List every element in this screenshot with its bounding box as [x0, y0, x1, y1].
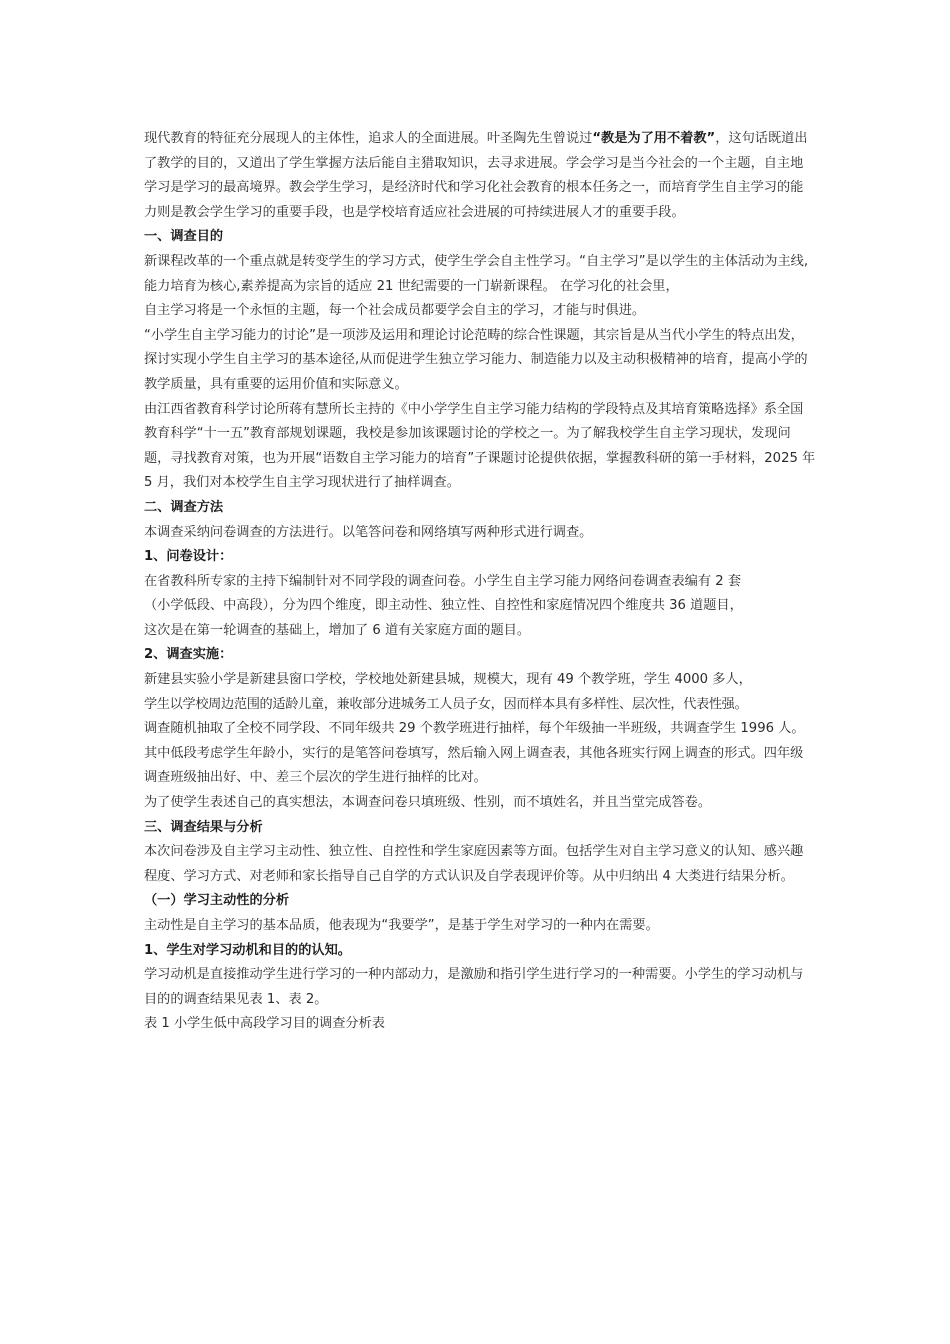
purpose-paragraph-3: “小学生自主学习能力的讨论”是一项涉及运用和理论讨论范畴的综合性课题，其宗旨是从当代小学生的特点出发，探讨实现小学生自主学习的基本途径,从而促进学生独立学习能力、制造能力以及主动积极精神的培育，提高小学的教学质量，具有重要的运用价值和实际意义。 — [144, 327, 808, 392]
results-paragraph-1: 本次问卷涉及自主学习主动性、独立性、自控性和学生家庭因素等方面。包括学生对自主学习意义的认知、感兴趣程度、学习方式、对老师和家长指导自己自学的方式认识及自学表现评价等。从中归纳出 4 大类进行结果分析。 — [144, 844, 804, 884]
implementation-paragraph-1: 新建县实验小学是新建县窗口学校，学校地处新建县城，规模大，现有 49 个教学班，学生 4000 多人， — [144, 672, 752, 688]
results-paragraph-2: 主动性是自主学习的基本品质，他表现为“我要学”，是基于学生对学习的一种内在需要。 — [144, 918, 659, 933]
implementation-paragraph-2: 学生以学校周边范围的适龄儿童，兼收部分进城务工人员子女，因而样本具有多样性、层次性，代表性强。 — [144, 696, 748, 712]
subheading-questionnaire-design: 1、问卷设计： — [144, 549, 233, 565]
subheading-survey-implementation: 2、调查实施： — [144, 647, 233, 663]
intro-quote-bold: “教是为了用不着教” — [592, 131, 716, 146]
purpose-paragraph-1: 新课程改革的一个重点就是转变学生的学习方式，使学生学会自主性学习。“自主学习”是以学生的主体活动为主线,能力培育为核心,素养提高为宗旨的适应 21 世纪需要的一门崭新课程。 在学习化的社会里， — [144, 253, 809, 294]
purpose-paragraph-2: 自主学习将是一个永恒的主题，每一个社会成员都要学会自主的学习，才能与时俱进。 — [144, 303, 646, 319]
implementation-paragraph-4: 为了使学生表述自己的真实想法，本调查问卷只填班级、性别，而不填姓名，并且当堂完成答卷。 — [144, 795, 712, 811]
intro-text-end: ，这句话既道出了教学的目的，又道出了学生掌握方法后能自主猎取知识，去寻求进展。学会学习是当今社会的一个主题，自主地学习是学习的最高境界。教会学生学习，是经济时代和学习化社会教育的根本任务之一，而培育学生自主学习的能力则是教会学生学习的重要手段，也是学校培育适应社会进展的可持续进展人才的重要手段。 — [144, 131, 808, 220]
table-caption: 表 1 小学生低中高段学习目的调查分析表 — [144, 1016, 385, 1032]
document-body — [144, 127, 816, 1037]
results-paragraph-3: 学习动机是直接推动学生进行学习的一种内部动力，是激励和指引学生进行学习的一种需要。小学生的学习动机与目的的调查结果见表 1、表 2。 — [144, 967, 804, 1007]
purpose-paragraph-4: 由江西省教育科学讨论所蒋有慧所长主持的《中小学学生自主学习能力结构的学段特点及其培育策略选择》系全国教育科学“十一五”教育部规划课题，我校是参加该课题讨论的学校之一。为了解我校学生自主学习现状，发现问题，寻找教育对策，也为开展“语数自主学习能力的培育”子课题讨论提供依据，掌握教科研的第一手材料，2025 年 5 月，我们对本校学生自主学习现状进行了抽样调查。 — [144, 401, 816, 491]
design-paragraph-3: 这次是在第一轮调查的基础上，增加了 6 道有关家庭方面的题目。 — [144, 622, 531, 638]
subheading-motivation-cognition: 1、学生对学习动机和目的的认知。 — [144, 942, 351, 958]
subheading-initiative-analysis: （一）学习主动性的分析 — [144, 893, 290, 909]
intro-paragraph — [144, 127, 816, 225]
method-paragraph: 本调查采纳问卷调查的方法进行。以笔答问卷和网络填写两种形式进行调查。 — [144, 524, 593, 540]
implementation-paragraph-3: 调查随机抽取了全校不同学段、不同年级共 29 个教学班进行抽样，每个年级抽一半班级，共调查学生 1996 人。其中低段考虑学生年龄小，实行的是笔答问卷填写，然后输入网上调查表，其他各班实行网上调查的形式。四年级调查班级抽出好、中、差三个层次的学生进行抽样的比对。 — [144, 721, 805, 786]
design-paragraph-2: （小学低段、中高段），分为四个维度，即主动性、独立性、自控性和家庭情况四个维度共 36 道题目， — [144, 598, 743, 614]
section-heading-purpose: 一、调查目的 — [144, 229, 224, 245]
section-heading-results: 三、调查结果与分析 — [144, 819, 263, 835]
design-paragraph-1: 在省教科所专家的主持下编制针对不同学段的调查问卷。小学生自主学习能力网络问卷调查表编有 2 套 — [144, 573, 742, 589]
intro-text-start: 现代教育的特征充分展现人的主体性，追求人的全面进展。叶圣陶先生曾说过 — [144, 131, 593, 146]
section-heading-method: 二、调查方法 — [144, 499, 224, 515]
